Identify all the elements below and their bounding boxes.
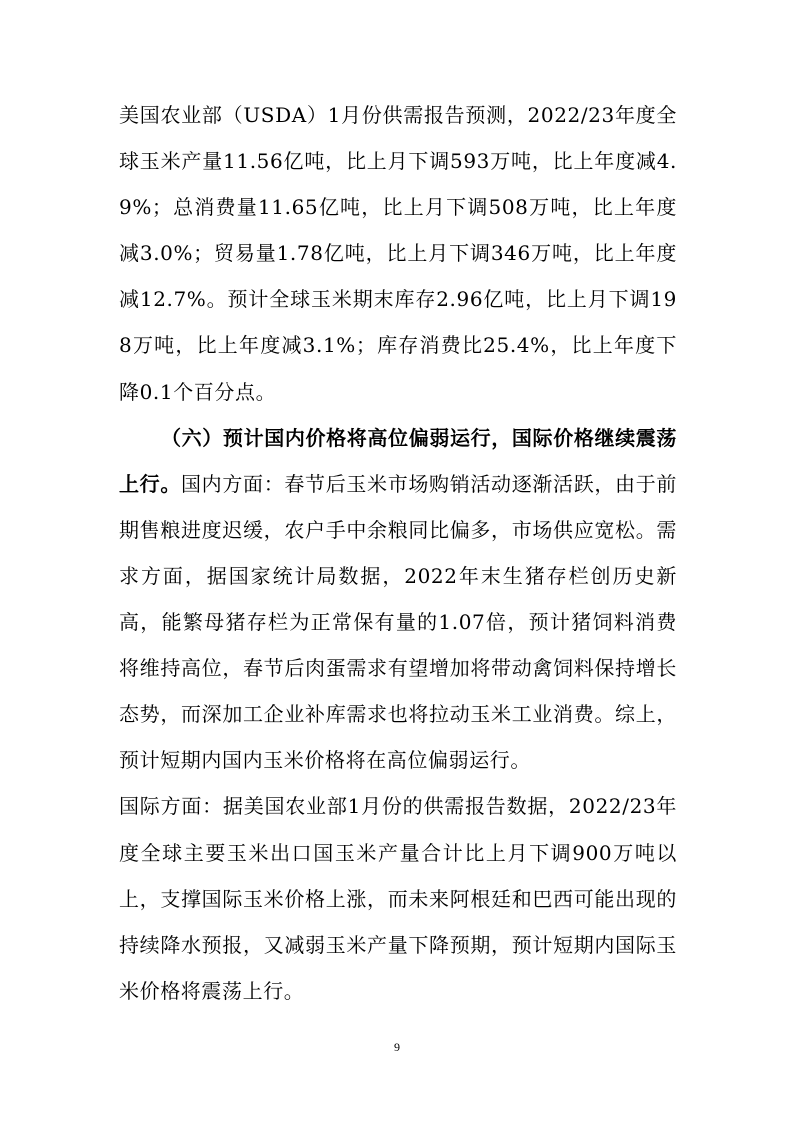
paragraph-price-outlook — [119, 415, 677, 784]
section-heading: （六）预计国内价格将高位偏弱运行，国际价格继续震荡上行。 — [119, 425, 677, 496]
paragraph-international: 国际方面：据美国农业部1月份的供需报告数据，2022/23年度全球主要玉米出口国玉米产量合计比上月下调900万吨以上，支撑国际玉米价格上涨，而未来阿根廷和巴西可能出现的持续降水预报，又减弱玉米产量下降预期，预计短期内国际玉米价格将震荡上行。 — [119, 794, 677, 1003]
paragraph-usda-forecast: 美国农业部（USDA）1月份供需报告预测，2022/23年度全球玉米产量11.56亿吨，比上月下调593万吨，比上年度减4.9%；总消费量11.65亿吨，比上月下调508万吨，比上年度减3.0%；贸易量1.78亿吨，比上月下调346万吨，比上年度减12.7%。预计全球玉米期末库存2.96亿吨，比上月下调198万吨，比上年度减3.1%；库存消费比25.4%，比上年度下降0.1个百分点。 — [119, 103, 677, 404]
page-number: 9 — [394, 1040, 400, 1054]
body-text — [119, 92, 677, 1014]
paragraph-domestic: 国内方面：春节后玉米市场购销活动逐渐活跃，由于前期售粮进度迟缓，农户手中余粮同比偏多，市场供应宽松。需求方面，据国家统计局数据，2022年末生猪存栏创历史新高，能繁母猪存栏为正常保有量的1.07倍，预计猪饲料消费将维持高位，春节后肉蛋需求有望增加将带动禽饲料保持增长态势，而深加工企业补库需求也将拉动玉米工业消费。综上，预计短期内国内玉米价格将在高位偏弱运行。 — [119, 471, 677, 773]
